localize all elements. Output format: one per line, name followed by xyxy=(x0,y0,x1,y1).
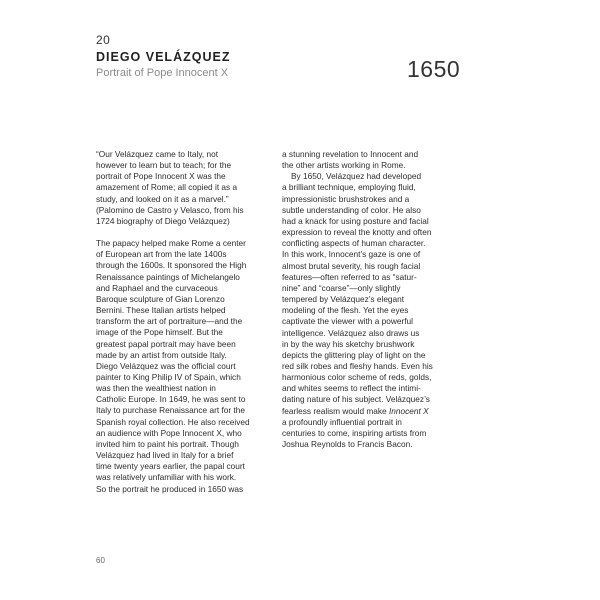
text-line: painter to King Philip IV of Spain, which xyxy=(96,371,241,382)
text-line: Diego Velázquez was the official court xyxy=(96,360,236,371)
text-line: impressionistic brushstrokes and a xyxy=(282,193,410,204)
text-line: and Raphael and the curvaceous xyxy=(96,282,218,293)
text-line: Bernini. These Italian artists helped xyxy=(96,305,226,316)
body-paragraph xyxy=(282,171,446,450)
text-line: however to learn but to teach; for the xyxy=(96,160,232,171)
text-line: Baroque sculpture of Gian Lorenzo xyxy=(96,293,225,304)
year: 1650 xyxy=(407,56,461,82)
text-line: So the portrait he produced in 1650 was xyxy=(96,483,244,494)
text-line: intelligence. Velázquez also draws us xyxy=(282,327,420,338)
text-line: portrait of Pope Innocent X was the xyxy=(96,171,226,182)
text-line: dating nature of his subject. Velázquez’s xyxy=(282,394,430,405)
text-line: By 1650, Velázquez had developed xyxy=(291,171,422,182)
work-title: Portrait of Pope Innocent X xyxy=(96,67,229,79)
text-line: modeling of the flesh. Yet the eyes xyxy=(282,305,409,316)
text-line: a profoundly influential portrait in xyxy=(282,416,402,427)
text-line: a stunning revelation to Innocent and xyxy=(282,149,419,159)
text-line: had a knack for using posture and facial xyxy=(282,215,429,226)
artist-name: DIEGO VELÁZQUEZ xyxy=(96,50,231,64)
text-line: invited him to paint his portrait. Though xyxy=(96,438,239,449)
text-line: conflicting aspects of human character. xyxy=(282,238,426,249)
text-line: tempered by Velázquez’s elegant xyxy=(282,294,405,305)
text-line: the other artists working in Rome. xyxy=(282,160,406,171)
text-line: through the 1600s. It sponsored the High xyxy=(96,260,247,271)
entry-number: 20 xyxy=(96,33,111,47)
text-line: nine” and “coarse”—only slightly xyxy=(282,282,401,293)
text-line: a brilliant technique, employing fluid, xyxy=(282,182,416,193)
text-line: of European art from the late 1400s xyxy=(96,249,227,260)
text-line: in by the way his sketchy brushwork xyxy=(282,338,415,349)
text-line: was relatively unfamiliar with his work. xyxy=(96,472,237,483)
text-line: an audience with Pope Innocent X, who xyxy=(96,427,242,438)
body-paragraph xyxy=(96,238,268,495)
text-line: In this work, Innocent’s gaze is one of xyxy=(282,249,421,260)
text-line: Renaissance paintings of Michelangelo xyxy=(96,271,240,282)
text-line: expression to reveal the knotty and often xyxy=(282,227,432,238)
text-line: Spanish royal collection. He also received xyxy=(96,416,250,427)
quote-paragraph xyxy=(96,149,268,227)
text-line: centuries to come, inspiring artists from xyxy=(282,427,427,438)
page-number: 60 xyxy=(96,556,105,565)
text-line: 1724 biography of Diego Velázquez) xyxy=(96,215,230,226)
text-line: amazement of Rome; all copied it as a xyxy=(96,182,238,193)
continuation-paragraph xyxy=(282,149,446,171)
text-fragment: fearless realism would make xyxy=(282,405,387,416)
text-line: subtle understanding of color. He also xyxy=(282,204,421,215)
text-line: features—often referred to as “satur- xyxy=(282,271,417,282)
text-line: (Palomino de Castro y Velasco, from his xyxy=(96,204,244,215)
text-line: depicts the glittering play of light on the xyxy=(282,349,426,360)
text-line: Catholic Europe. In 1649, he was sent to xyxy=(96,394,246,405)
text-line: time twenty years earlier, the papal court xyxy=(96,461,245,472)
text-line: made by an artist from outside Italy. xyxy=(96,349,227,360)
right-column xyxy=(282,149,446,450)
left-column xyxy=(96,149,268,495)
text-line: almost brutal severity, his rough facial xyxy=(282,260,421,271)
italic-work-title: Innocent X xyxy=(388,405,429,416)
text-line: Italy to purchase Renaissance art for the xyxy=(96,405,245,416)
text-line: Velázquez had lived in Italy for a brief xyxy=(96,450,234,461)
text-line: greatest papal portrait may have been xyxy=(96,338,236,349)
text-line: The papacy helped make Rome a center xyxy=(96,238,246,249)
text-line: was then the wealthiest nation in xyxy=(96,383,216,394)
text-line: image of the Pope himself. But the xyxy=(96,327,223,338)
text-line xyxy=(282,406,446,417)
text-line: “Our Velázquez came to Italy, not xyxy=(96,149,219,159)
text-line: study, and looked on it as a marvel.” xyxy=(96,193,229,204)
text-line: harmonious color scheme of reds, golds, xyxy=(282,372,432,383)
text-line: and whites seems to reflect the intimi- xyxy=(282,383,421,394)
text-line: Joshua Reynolds to Francis Bacon. xyxy=(282,439,413,450)
text-line: captivate the viewer with a powerful xyxy=(282,316,413,327)
text-line: red silk robes and fleshy hands. Even his xyxy=(282,360,433,371)
text-line: transform the art of portraiture—and the xyxy=(96,316,243,327)
